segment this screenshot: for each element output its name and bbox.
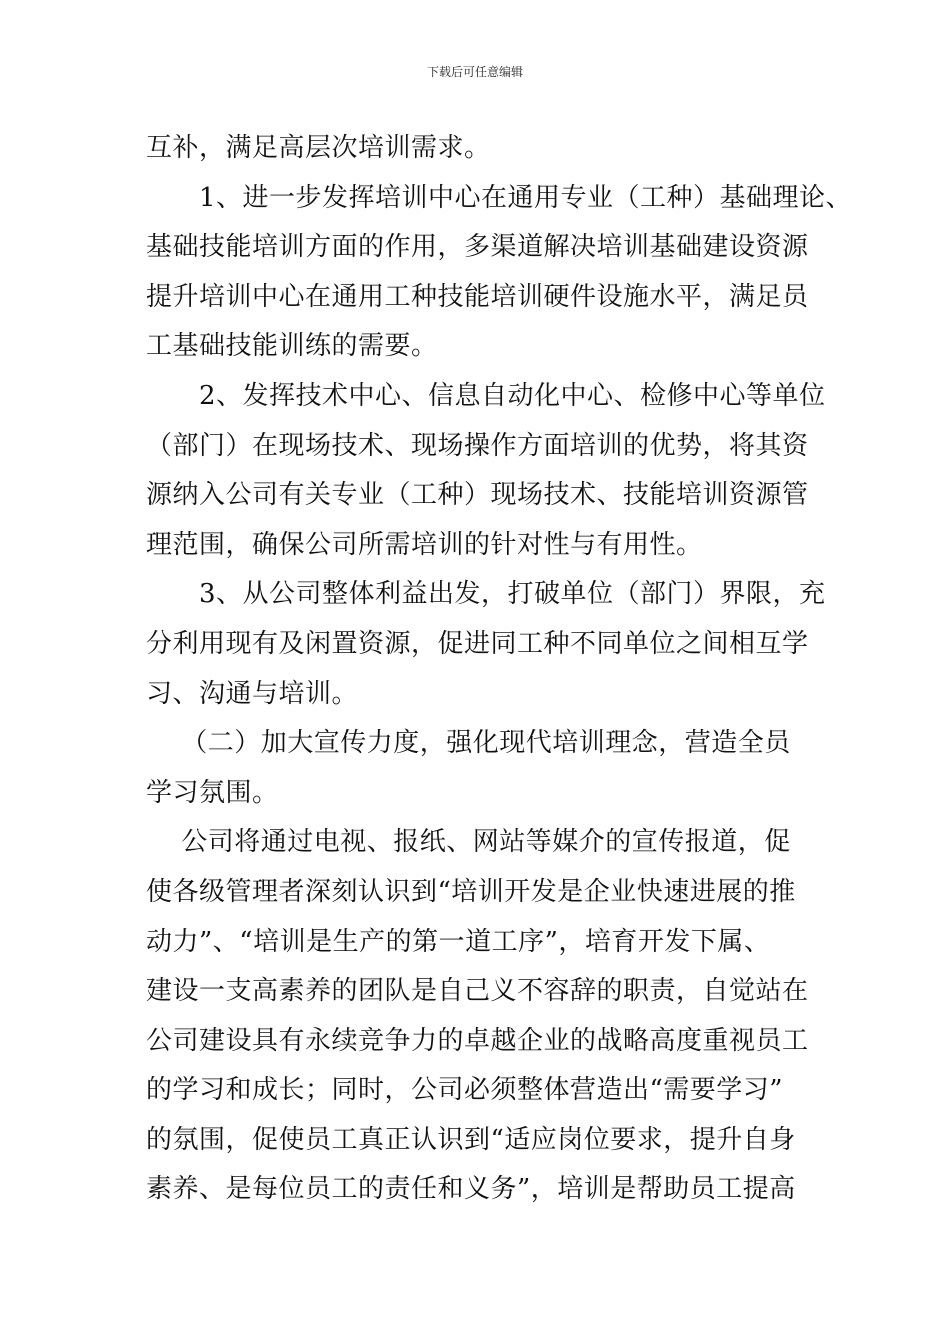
- text-line: 工基础技能训练的需要。: [146, 331, 438, 362]
- text-line: 2、发挥技术中心、信息自动化中心、检修中心等单位: [146, 380, 826, 411]
- text-line: 1、进一步发挥培训中心在通用专业（工种）基础理论、: [146, 182, 853, 213]
- page-header: 下载后可任意编辑: [426, 65, 523, 79]
- text-line: 的学习和成长；同时，公司必须整体营造出“需要学习”: [146, 1075, 784, 1106]
- text-line: 公司建设具有永续竞争力的卓越企业的战略高度重视员工: [146, 1025, 809, 1056]
- text-line: 使各级管理者深刻认识到“培训开发是企业快速进展的推: [146, 876, 796, 907]
- document-body: [146, 124, 853, 1215]
- text-line: 分利用现有及闲置资源，促进同工种不同单位之间相互学: [146, 628, 809, 659]
- text-line: 源纳入公司有关专业（工种）现场技术、技能培训资源管: [146, 480, 809, 511]
- text-line: 素养、是每位员工的责任和义务”，培训是帮助员工提高: [146, 1174, 796, 1205]
- text-line: 的氛围，促使员工真正认识到“适应岗位要求，提升自身: [146, 1124, 796, 1155]
- text-line: 提升培训中心在通用工种技能培训硬件设施水平，满足员: [146, 281, 809, 312]
- text-line: 习、沟通与培训。: [146, 678, 359, 709]
- text-line: 互补，满足高层次培训需求。: [146, 133, 491, 163]
- text-line: （二）加大宣传力度，强化现代培训理念，营造全员: [146, 728, 791, 759]
- text-line: 学习氛围。: [146, 777, 279, 808]
- text-line: 3、从公司整体利益出发，打破单位（部门）界限，充: [146, 579, 826, 610]
- text-line: 理范围，确保公司所需培训的针对性与有用性。: [146, 529, 703, 560]
- text-line: （部门）在现场技术、现场操作方面培训的优势，将其资: [146, 430, 809, 461]
- text-line: 公司将通过电视、报纸、网站等媒介的宣传报道，促: [146, 827, 791, 858]
- text-line: 动力”、“培训是生产的第一道工序”，培育开发下属、: [146, 926, 771, 957]
- text-line: 建设一支高素养的团队是自己义不容辞的职责，自觉站在: [146, 976, 809, 1007]
- text-line: 基础技能培训方面的作用，多渠道解决培训基础建设资源: [146, 232, 809, 263]
